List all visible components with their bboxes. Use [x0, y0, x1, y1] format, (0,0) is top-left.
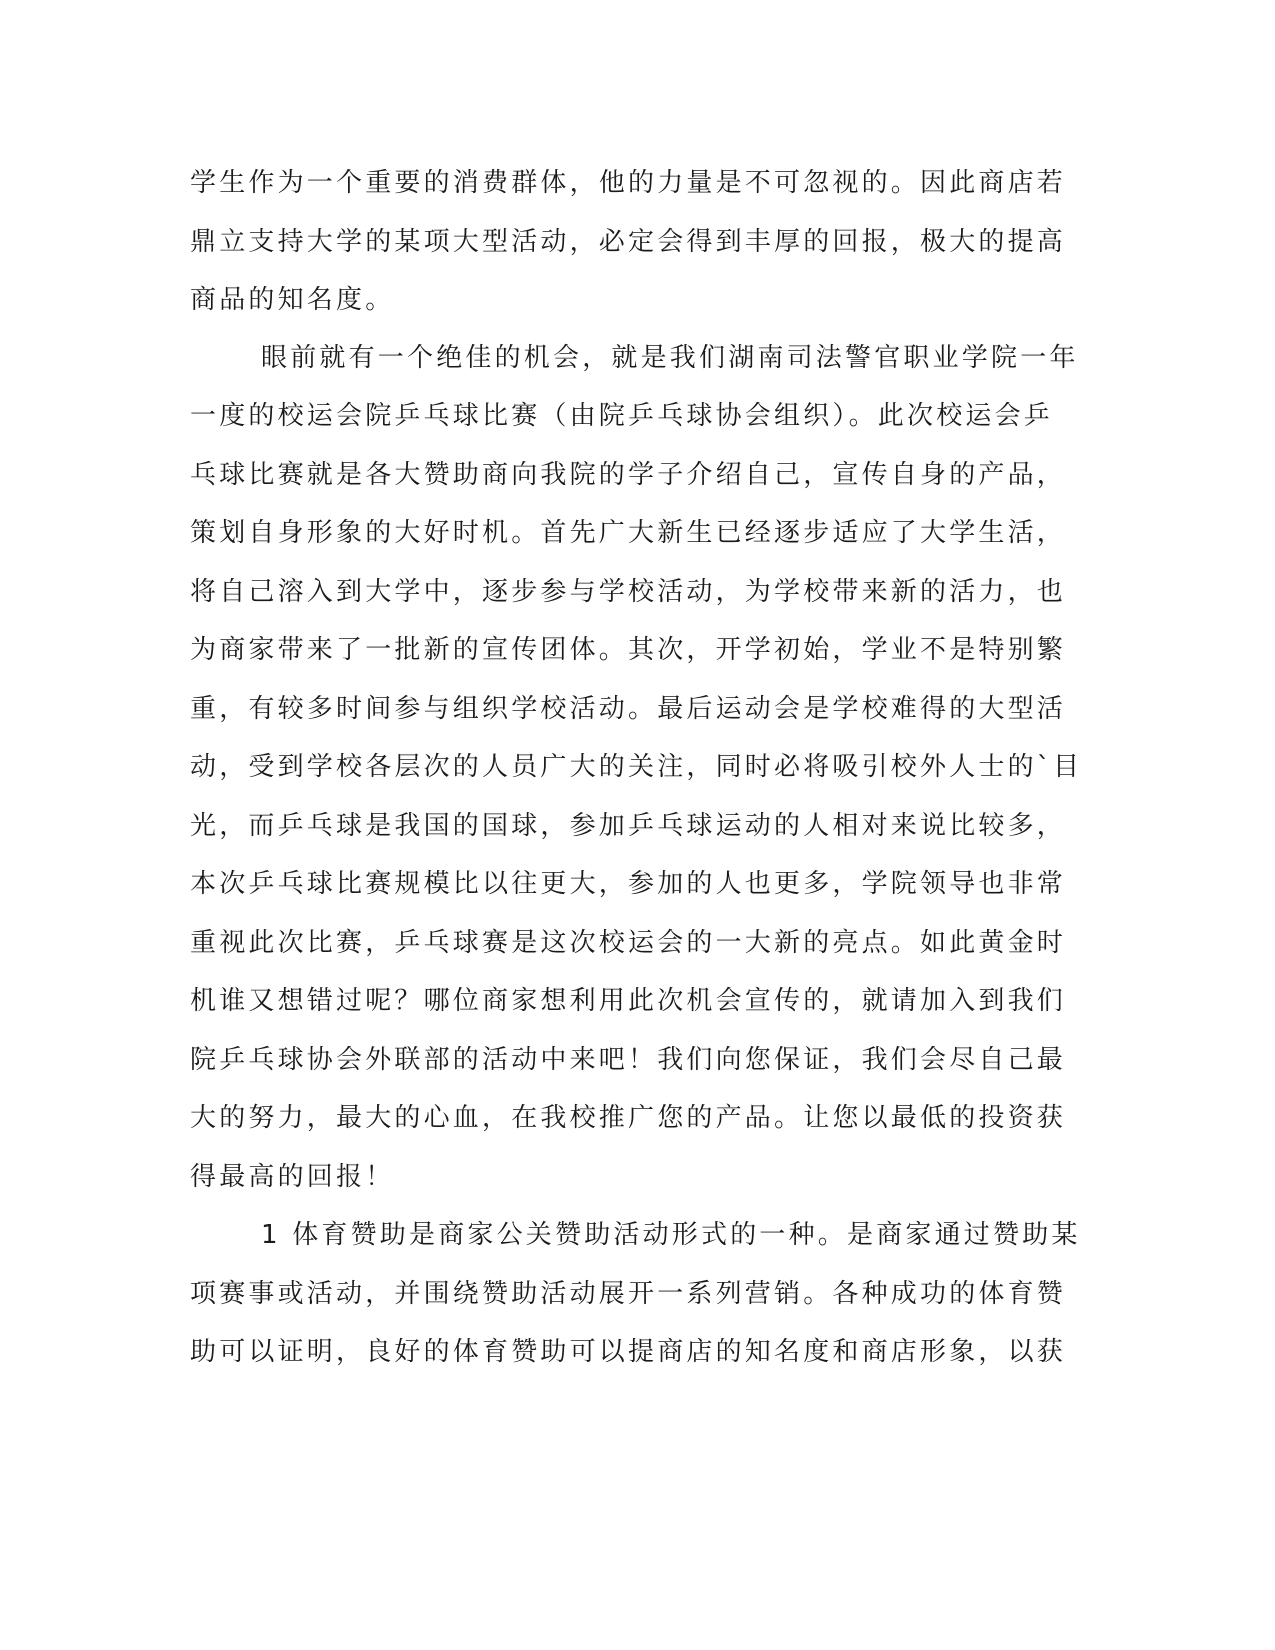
text-line: 商品的知名度。 — [190, 285, 395, 315]
text-line: 机谁又想错过呢？哪位商家想利用此次机会宣传的，就请加入到我们 — [190, 986, 1067, 1016]
text-line: 本次乒乓球比赛规模比以往更大，参加的人也更多，学院领导也非常 — [190, 869, 1067, 899]
text-line: 动，受到学校各层次的人员广大的关注，同时必将吸引校外人士的`目 — [190, 752, 1083, 782]
text-line: 1 体育赞助是商家公关赞助活动形式的一种。是商家通过赞助某 — [261, 1220, 1081, 1250]
text-line: 重视此次比赛，乒乓球赛是这次校运会的一大新的亮点。如此黄金时 — [190, 928, 1067, 958]
text-line: 将自己溶入到大学中，逐步参与学校活动，为学校带来新的活力，也 — [190, 577, 1067, 607]
text-line: 大的努力，最大的心血，在我校推广您的产品。让您以最低的投资获 — [190, 1103, 1067, 1133]
text-line: 乓球比赛就是各大赞助商向我院的学子介绍自己，宣传自身的产品， — [190, 460, 1067, 490]
text-line: 院乒乓球协会外联部的活动中来吧！我们向您保证，我们会尽自己最 — [190, 1045, 1067, 1075]
text-line: 重，有较多时间参与组织学校活动。最后运动会是学校难得的大型活 — [190, 694, 1067, 724]
text-line: 项赛事或活动，并围绕赞助活动展开一系列营销。各种成功的体育赞 — [190, 1279, 1067, 1309]
text-line: 鼎立支持大学的某项大型活动，必定会得到丰厚的回报，极大的提高 — [190, 227, 1067, 257]
text-line: 为商家带来了一批新的宣传团体。其次，开学初始，学业不是特别繁 — [190, 635, 1067, 665]
text-line: 学生作为一个重要的消费群体，他的力量是不可忽视的。因此商店若 — [190, 168, 1067, 198]
text-line: 策划自身形象的大好时机。首先广大新生已经逐步适应了大学生活， — [190, 518, 1067, 548]
text-line: 眼前就有一个绝佳的机会，就是我们湖南司法警官职业学院一年 — [261, 343, 1079, 373]
text-line: 得最高的回报！ — [190, 1162, 395, 1192]
text-line: 助可以证明，良好的体育赞助可以提商店的知名度和商店形象，以获 — [190, 1337, 1067, 1367]
text-line: 一度的校运会院乒乓球比赛（由院乒乓球协会组织）。此次校运会乒 — [190, 401, 1054, 431]
text-line: 光，而乒乓球是我国的国球，参加乒乓球运动的人相对来说比较多， — [190, 811, 1067, 841]
